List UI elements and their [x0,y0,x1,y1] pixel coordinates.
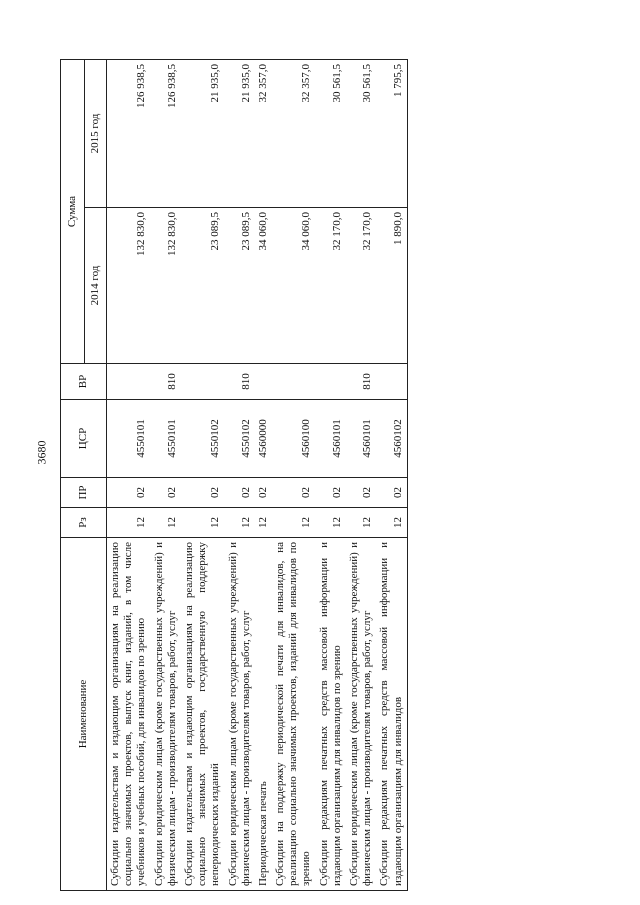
table-row [272,60,316,891]
row-rz: 12 [107,508,151,538]
page-number [28,438,56,466]
row-rz: 12 [376,508,407,538]
row-name: Субсидии юридическим лицам (кроме государственных учреждений) и физическим лицам - производителям товаров, работ, услуг [346,538,376,891]
row-name: Субсидии издательствам и издающим организациям на реализацию социально значимых проектов, выпуск книг, изданий, в том числе учебников и учебных пособий, для инвалидов по зрению [107,538,151,891]
row-csr: 4560100 [272,400,316,478]
table-row [151,60,181,891]
row-sum-2015: 126 938,5 [107,60,151,208]
row-sum-2014: 132 830,0 [151,208,181,364]
row-vr: 810 [225,364,255,400]
row-vr [107,364,151,400]
row-sum-2015: 1 795,5 [376,60,407,208]
budget-table-container [60,60,585,891]
row-csr: 4560101 [316,400,346,478]
row-sum-2014: 23 089,5 [181,208,225,364]
row-sum-2014: 34 060,0 [272,208,316,364]
row-vr: 810 [346,364,376,400]
row-rz: 12 [181,508,225,538]
row-rz: 12 [151,508,181,538]
header-rz: Рз [61,508,107,538]
row-vr [272,364,316,400]
row-sum-2015: 21 935,0 [225,60,255,208]
row-pr: 02 [346,478,376,508]
header-pr: ПР [61,478,107,508]
row-pr: 02 [272,478,316,508]
row-sum-2015: 32 357,0 [255,60,272,208]
row-name: Периодическая печать [255,538,272,891]
row-rz: 12 [225,508,255,538]
table-body [107,60,408,891]
row-sum-2014: 32 170,0 [316,208,346,364]
header-vr: ВР [61,364,107,400]
row-csr: 4560000 [255,400,272,478]
table-row [181,60,225,891]
header-sum: Сумма [61,60,85,364]
row-vr [316,364,346,400]
table-row [225,60,255,891]
row-csr: 4560102 [376,400,407,478]
row-sum-2014: 23 089,5 [225,208,255,364]
table-row [346,60,376,891]
row-pr: 02 [181,478,225,508]
row-sum-2014: 34 060,0 [255,208,272,364]
row-csr: 4550101 [151,400,181,478]
row-name: Субсидии юридическим лицам (кроме государственных учреждений) и физическим лицам - производителям товаров, работ, услуг [151,538,181,891]
budget-table [60,59,408,891]
row-sum-2014: 32 170,0 [346,208,376,364]
table-row [107,60,151,891]
row-sum-2015: 126 938,5 [151,60,181,208]
table-row [255,60,272,891]
table-row [316,60,346,891]
row-rz: 12 [272,508,316,538]
row-pr: 02 [151,478,181,508]
row-pr: 02 [255,478,272,508]
row-vr [181,364,225,400]
row-name: Субсидии редакциям печатных средств массовой информации и издающим организациям для инвалидов по зрению [316,538,346,891]
page-number-text: 3680 [34,440,49,464]
row-csr: 4550101 [107,400,151,478]
row-rz: 12 [346,508,376,538]
header-2014: 2014 год [85,208,107,364]
row-sum-2014: 132 830,0 [107,208,151,364]
row-pr: 02 [376,478,407,508]
row-pr: 02 [225,478,255,508]
header-name: Наименование [61,538,107,891]
row-name: Субсидии редакциям печатных средств массовой информации и издающим организациям для инвалидов [376,538,407,891]
row-vr [376,364,407,400]
row-csr: 4550102 [181,400,225,478]
row-sum-2015: 21 935,0 [181,60,225,208]
row-sum-2015: 32 357,0 [272,60,316,208]
row-vr: 810 [151,364,181,400]
row-sum-2014: 1 890,0 [376,208,407,364]
table-row [376,60,407,891]
row-rz: 12 [316,508,346,538]
row-name: Субсидии на поддержку периодической печати для инвалидов, на реализацию социально значимых проектов, изданий для инвалидов по зрению [272,538,316,891]
row-rz: 12 [255,508,272,538]
row-csr: 4550102 [225,400,255,478]
row-name: Субсидии юридическим лицам (кроме государственных учреждений) и физическим лицам - производителям товаров, работ, услуг [225,538,255,891]
row-pr: 02 [316,478,346,508]
row-csr: 4560101 [346,400,376,478]
row-vr [255,364,272,400]
row-sum-2015: 30 561,5 [316,60,346,208]
header-csr: ЦСР [61,400,107,478]
header-2015: 2015 год [85,60,107,208]
row-sum-2015: 30 561,5 [346,60,376,208]
row-pr: 02 [107,478,151,508]
row-name: Субсидии издательствам и издающим организациям на реализацию социально значимых проектов, государственную поддержку непериодических изданий [181,538,225,891]
